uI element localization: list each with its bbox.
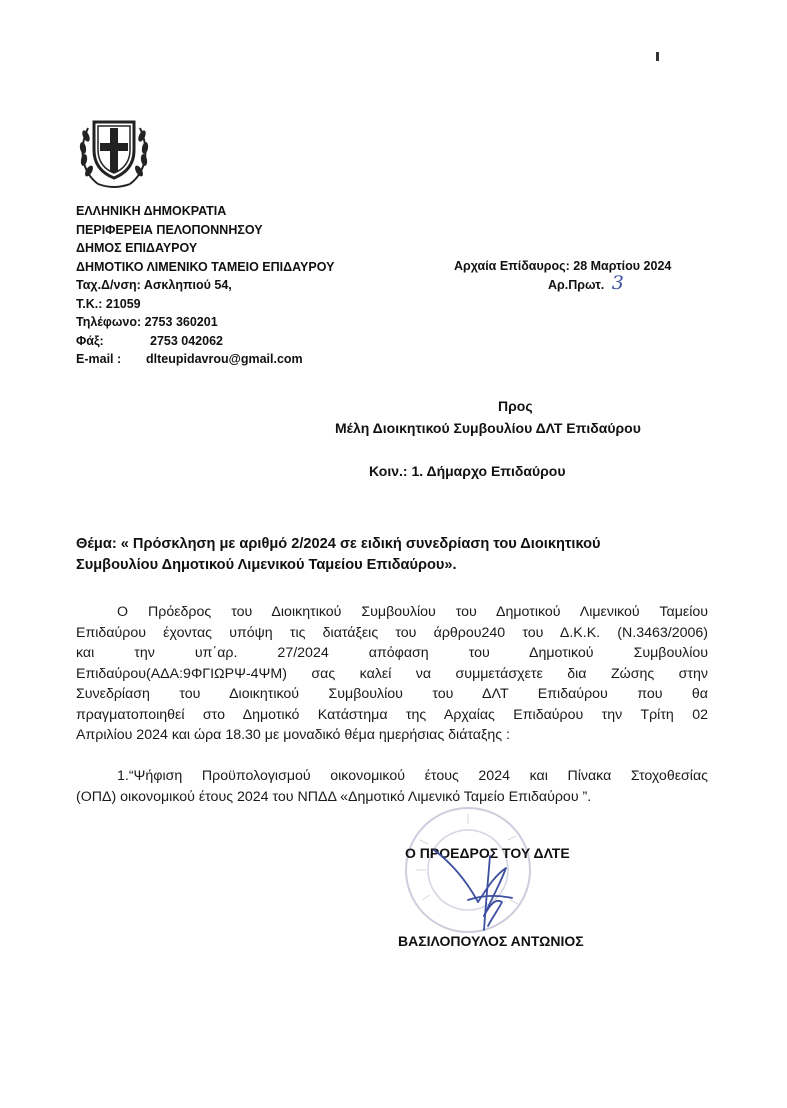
agenda-line: 1.“Ψήφιση Προϋπολογισμού οικονομικού έτους 2024 και Πίνακα Στοχοθεσίας <box>117 768 708 784</box>
subject-block <box>76 534 601 576</box>
handwritten-signature-icon <box>430 840 530 935</box>
sender-line: Τ.Κ.: 21059 <box>76 296 141 311</box>
sender-line: ΠΕΡΙΦΕΡΕΙΑ ΠΕΛΟΠΟΝΝΗΣΟΥ <box>76 222 263 237</box>
email-label: E-mail : <box>76 352 122 366</box>
agenda-paragraph <box>76 766 708 807</box>
fax-line <box>76 332 334 351</box>
sender-line: Ταχ.Δ/νση: Ασκληπιού 54, <box>76 278 232 292</box>
body-line: Συνεδρίαση του Διοικητικού Συμβουλίου του ΔΛΤ Επιδαύρου που θα <box>76 686 708 702</box>
date-line: Αρχαία Επίδαυρος: 28 Μαρτίου 2024 <box>454 259 672 273</box>
greek-coat-of-arms-icon <box>76 110 152 190</box>
signature-title: Ο ΠΡΟΕΔΡΟΣ ΤΟΥ ΔΛΤΕ <box>405 845 570 861</box>
body-line: Επιδαύρου(ΑΔΑ:9ΦΓΙΩΡΨ-4ΨΜ) σας καλεί να συμμετάσχετε δια Ζώσης στην <box>76 665 708 682</box>
fax-value: 2753 042062 <box>150 333 223 348</box>
agenda-line: (ΟΠΔ) οικονομικού έτους 2024 του ΝΠΔΔ «Δημοτικό Λιμενικό Ταμείο Επιδαύρου ”. <box>76 788 592 805</box>
sender-line: ΔΗΜΟΤΙΚΟ ΛΙΜΕΝΙΚΟ ΤΑΜΕΙΟ ΕΠΙΔΑΥΡΟΥ <box>76 259 335 274</box>
subject-line: Θέμα: « Πρόσκληση με αριθμό 2/2024 σε ειδική συνεδρίαση του Διοικητικού <box>76 536 601 552</box>
email-line <box>76 350 334 369</box>
body-paragraph <box>76 602 708 746</box>
sender-line: ΕΛΛΗΝΙΚΗ ΔΗΜΟΚΡΑΤΙΑ <box>76 204 227 218</box>
body-line: και την υπ΄αρ. 27/2024 απόφαση του Δημοτικού Συμβουλίου <box>76 645 708 661</box>
protocol-number: 3 <box>611 272 624 294</box>
to-label: Προς <box>498 398 533 414</box>
body-line: πραγματοποιηθεί στο Δημοτικό Κατάστημα της Αρχαίας Επιδαύρου την Τρίτη 02 <box>76 706 708 723</box>
sender-line: ΔΗΜΟΣ ΕΠΙΔΑΥΡΟΥ <box>76 241 198 255</box>
body-line: Απριλίου 2024 και ώρα 18.30 με μοναδικό θέμα ημερήσιας διάταξης : <box>76 727 510 743</box>
to-recipients: Μέλη Διοικητικού Συμβουλίου ΔΛΤ Επιδαύρου <box>335 420 641 436</box>
body-line: Επιδαύρου έχοντας υπόψη τις διατάξεις του άρθρου240 του Δ.Κ.Κ. (Ν.3463/2006) <box>76 624 708 641</box>
sender-line: Τηλέφωνο: 2753 360201 <box>76 315 218 329</box>
stray-mark <box>656 52 659 61</box>
email-value: dlteupidavrou@gmail.com <box>146 352 303 366</box>
sender-block <box>76 202 334 369</box>
cc-recipients: Κοιν.: 1. Δήμαρχο Επιδαύρου <box>369 463 566 479</box>
fax-label: Φάξ: <box>76 333 104 348</box>
protocol-line <box>548 274 624 295</box>
subject-line: Συμβουλίου Δημοτικού Λιμενικού Ταμείου Επιδαύρου». <box>76 557 457 573</box>
protocol-label: Αρ.Πρωτ. <box>548 278 605 292</box>
body-line: Ο Πρόεδρος του Διοικητικού Συμβουλίου του Δημοτικού Λιμενικού Ταμείου <box>117 604 708 620</box>
signature-name: ΒΑΣΙΛΟΠΟΥΛΟΣ ΑΝΤΩΝΙΟΣ <box>398 933 584 949</box>
